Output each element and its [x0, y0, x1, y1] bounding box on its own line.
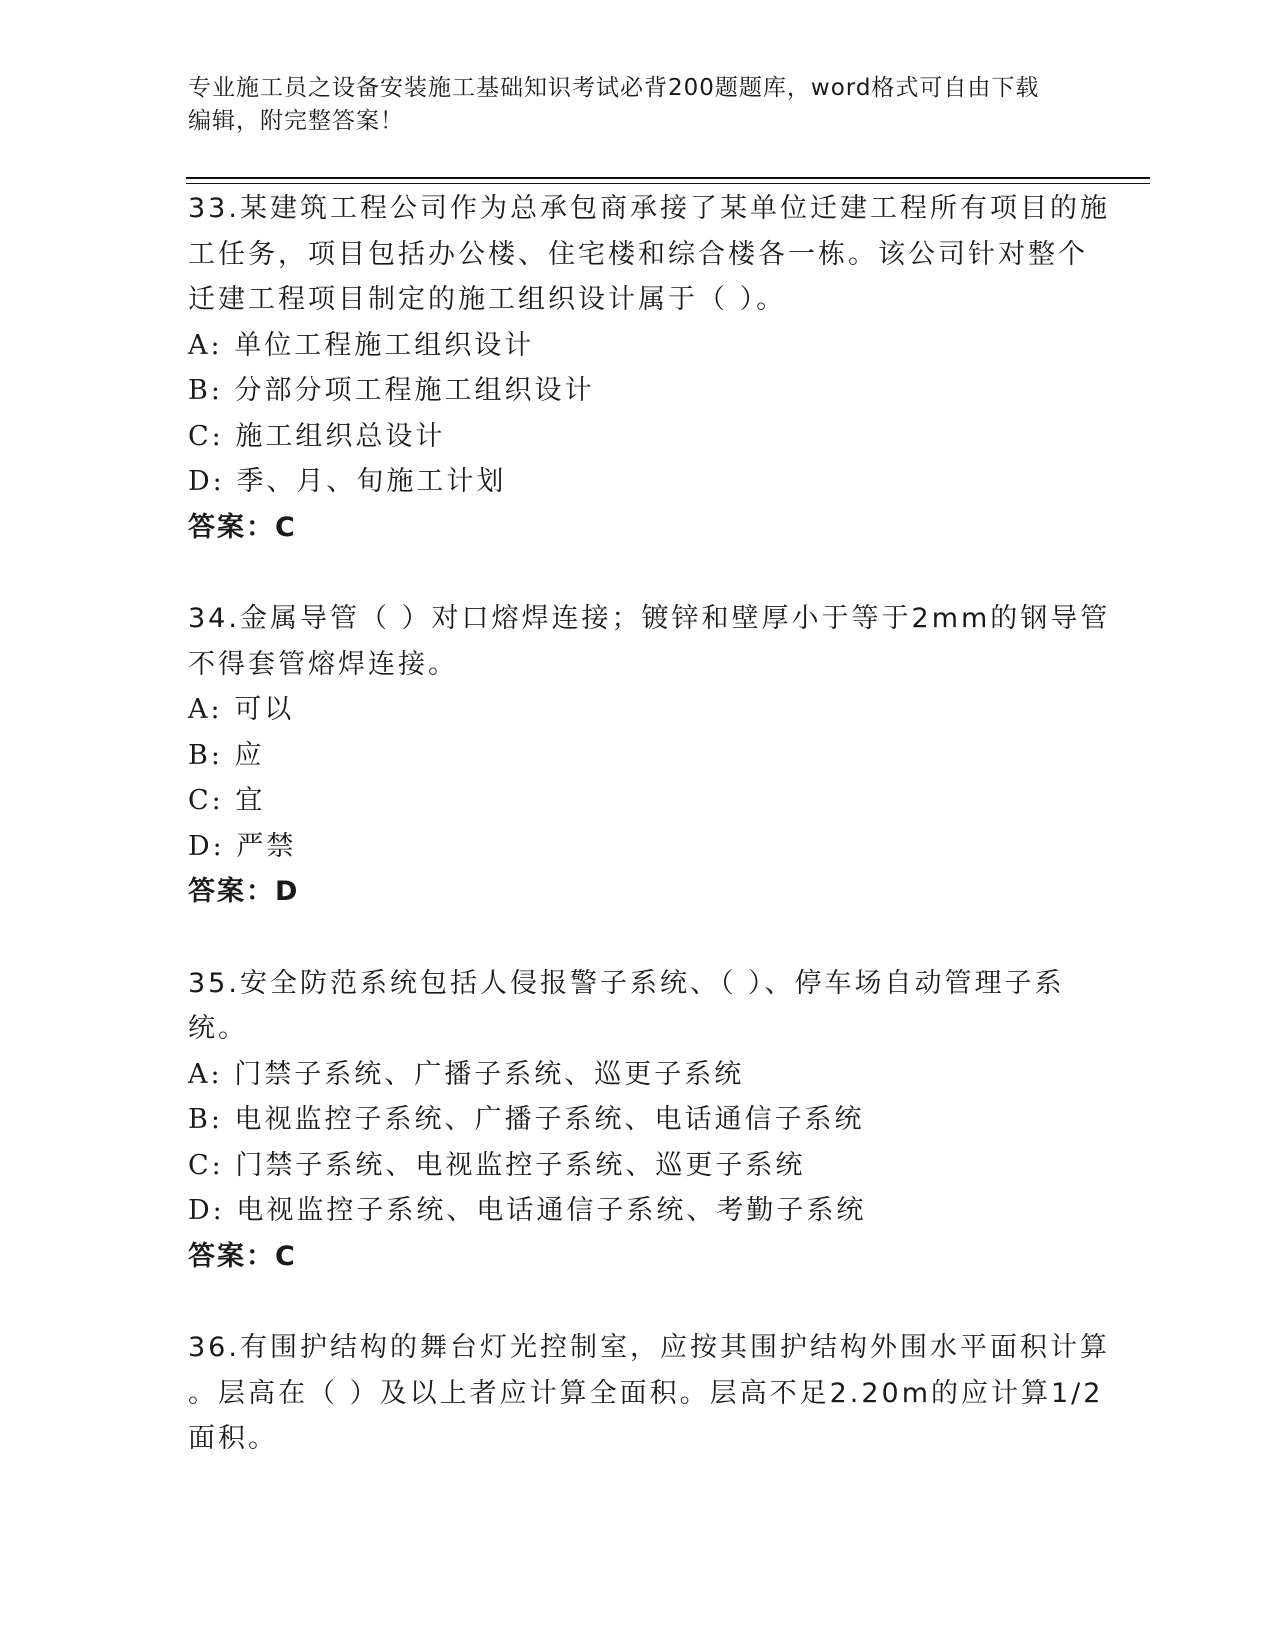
- option-d: [188, 1188, 1088, 1234]
- option-c: [188, 778, 1088, 824]
- question-text-line: 面积。: [188, 1423, 278, 1454]
- option-b: [188, 1097, 1088, 1143]
- question-text-line: 统。: [188, 1013, 248, 1044]
- option-letter: B:: [188, 739, 223, 771]
- question-text-line: 。层高在（ ）及以上者应计算全面积。层高不足2.20m的应计算1/2: [188, 1377, 1104, 1409]
- document-header: [188, 72, 1068, 138]
- option-text: 分部分项工程施工组织设计: [234, 375, 595, 406]
- option-a: [188, 1052, 1088, 1098]
- header-divider-thin: [186, 183, 1150, 184]
- option-text: 电视监控子系统、广播子系统、电话通信子系统: [234, 1104, 865, 1135]
- option-text: 单位工程施工组织设计: [234, 329, 535, 361]
- question-list: [188, 186, 1111, 1462]
- option-a: [188, 323, 1088, 369]
- option-text: 季、月、旬施工计划: [236, 466, 507, 497]
- option-letter: C:: [188, 785, 224, 816]
- option-d: [188, 824, 1088, 870]
- option-letter: A:: [188, 694, 223, 725]
- answer-label: 答案：C: [188, 511, 297, 543]
- option-letter: D:: [188, 830, 225, 862]
- option-text: 应: [234, 739, 265, 771]
- option-c: [188, 414, 1088, 460]
- question-text-line: 33.某建筑工程公司作为总承包商承接了某单位迁建工程所有项目的施: [188, 193, 1110, 224]
- option-letter: C:: [188, 420, 224, 452]
- option-d: [188, 459, 1088, 505]
- question-text-line: 35.安全防范系统包括人侵报警子系统、（ ）、停车场自动管理子系: [188, 967, 1065, 999]
- option-letter: D:: [188, 466, 225, 497]
- option-text: 严禁: [236, 830, 297, 862]
- option-b: [188, 733, 1088, 779]
- question-text-line: 不得套管熔焊连接。: [188, 648, 458, 680]
- option-letter: C:: [188, 1149, 224, 1181]
- question-text-line: 34.金属导管（ ）对口熔焊连接；镀锌和壁厚小于等于2mm的钢导管: [188, 603, 1111, 634]
- option-text: 电视监控子系统、电话通信子系统、考勤子系统: [236, 1195, 867, 1226]
- header-line-2: 编辑，附完整答案！: [188, 108, 404, 134]
- question-33: [188, 186, 1110, 550]
- header-divider-thick: [186, 177, 1150, 179]
- option-text: 可以: [234, 694, 295, 725]
- option-letter: B:: [188, 1104, 223, 1135]
- option-text: 施工组织总设计: [235, 420, 446, 452]
- option-text: 宜: [235, 785, 266, 816]
- answer-label: 答案：D: [188, 876, 300, 907]
- question-text-line: 迁建工程项目制定的施工组织设计属于（ ）。: [188, 284, 787, 315]
- option-letter: A:: [188, 329, 223, 361]
- question-text-line: 工任务，项目包括办公楼、住宅楼和综合楼各一栋。该公司针对整个: [188, 238, 1088, 270]
- option-letter: D:: [188, 1195, 225, 1226]
- option-a: [188, 687, 1088, 733]
- option-letter: A:: [188, 1058, 223, 1090]
- question-text-line: 36.有围护结构的舞台灯光控制室，应按其围护结构外围水平面积计算: [188, 1332, 1110, 1363]
- option-c: [188, 1143, 1088, 1189]
- header-line-1: 专业施工员之设备安装施工基础知识考试必背200题题库，word格式可自由下载: [188, 75, 1040, 101]
- question-35: [188, 961, 1088, 1280]
- option-text: 门禁子系统、电视监控子系统、巡更子系统: [235, 1149, 806, 1181]
- question-34: [188, 596, 1111, 915]
- option-text: 门禁子系统、广播子系统、巡更子系统: [234, 1058, 745, 1090]
- option-b: [188, 368, 1088, 414]
- question-36: [188, 1325, 1110, 1462]
- answer-label: 答案：C: [188, 1240, 297, 1272]
- option-letter: B:: [188, 375, 223, 406]
